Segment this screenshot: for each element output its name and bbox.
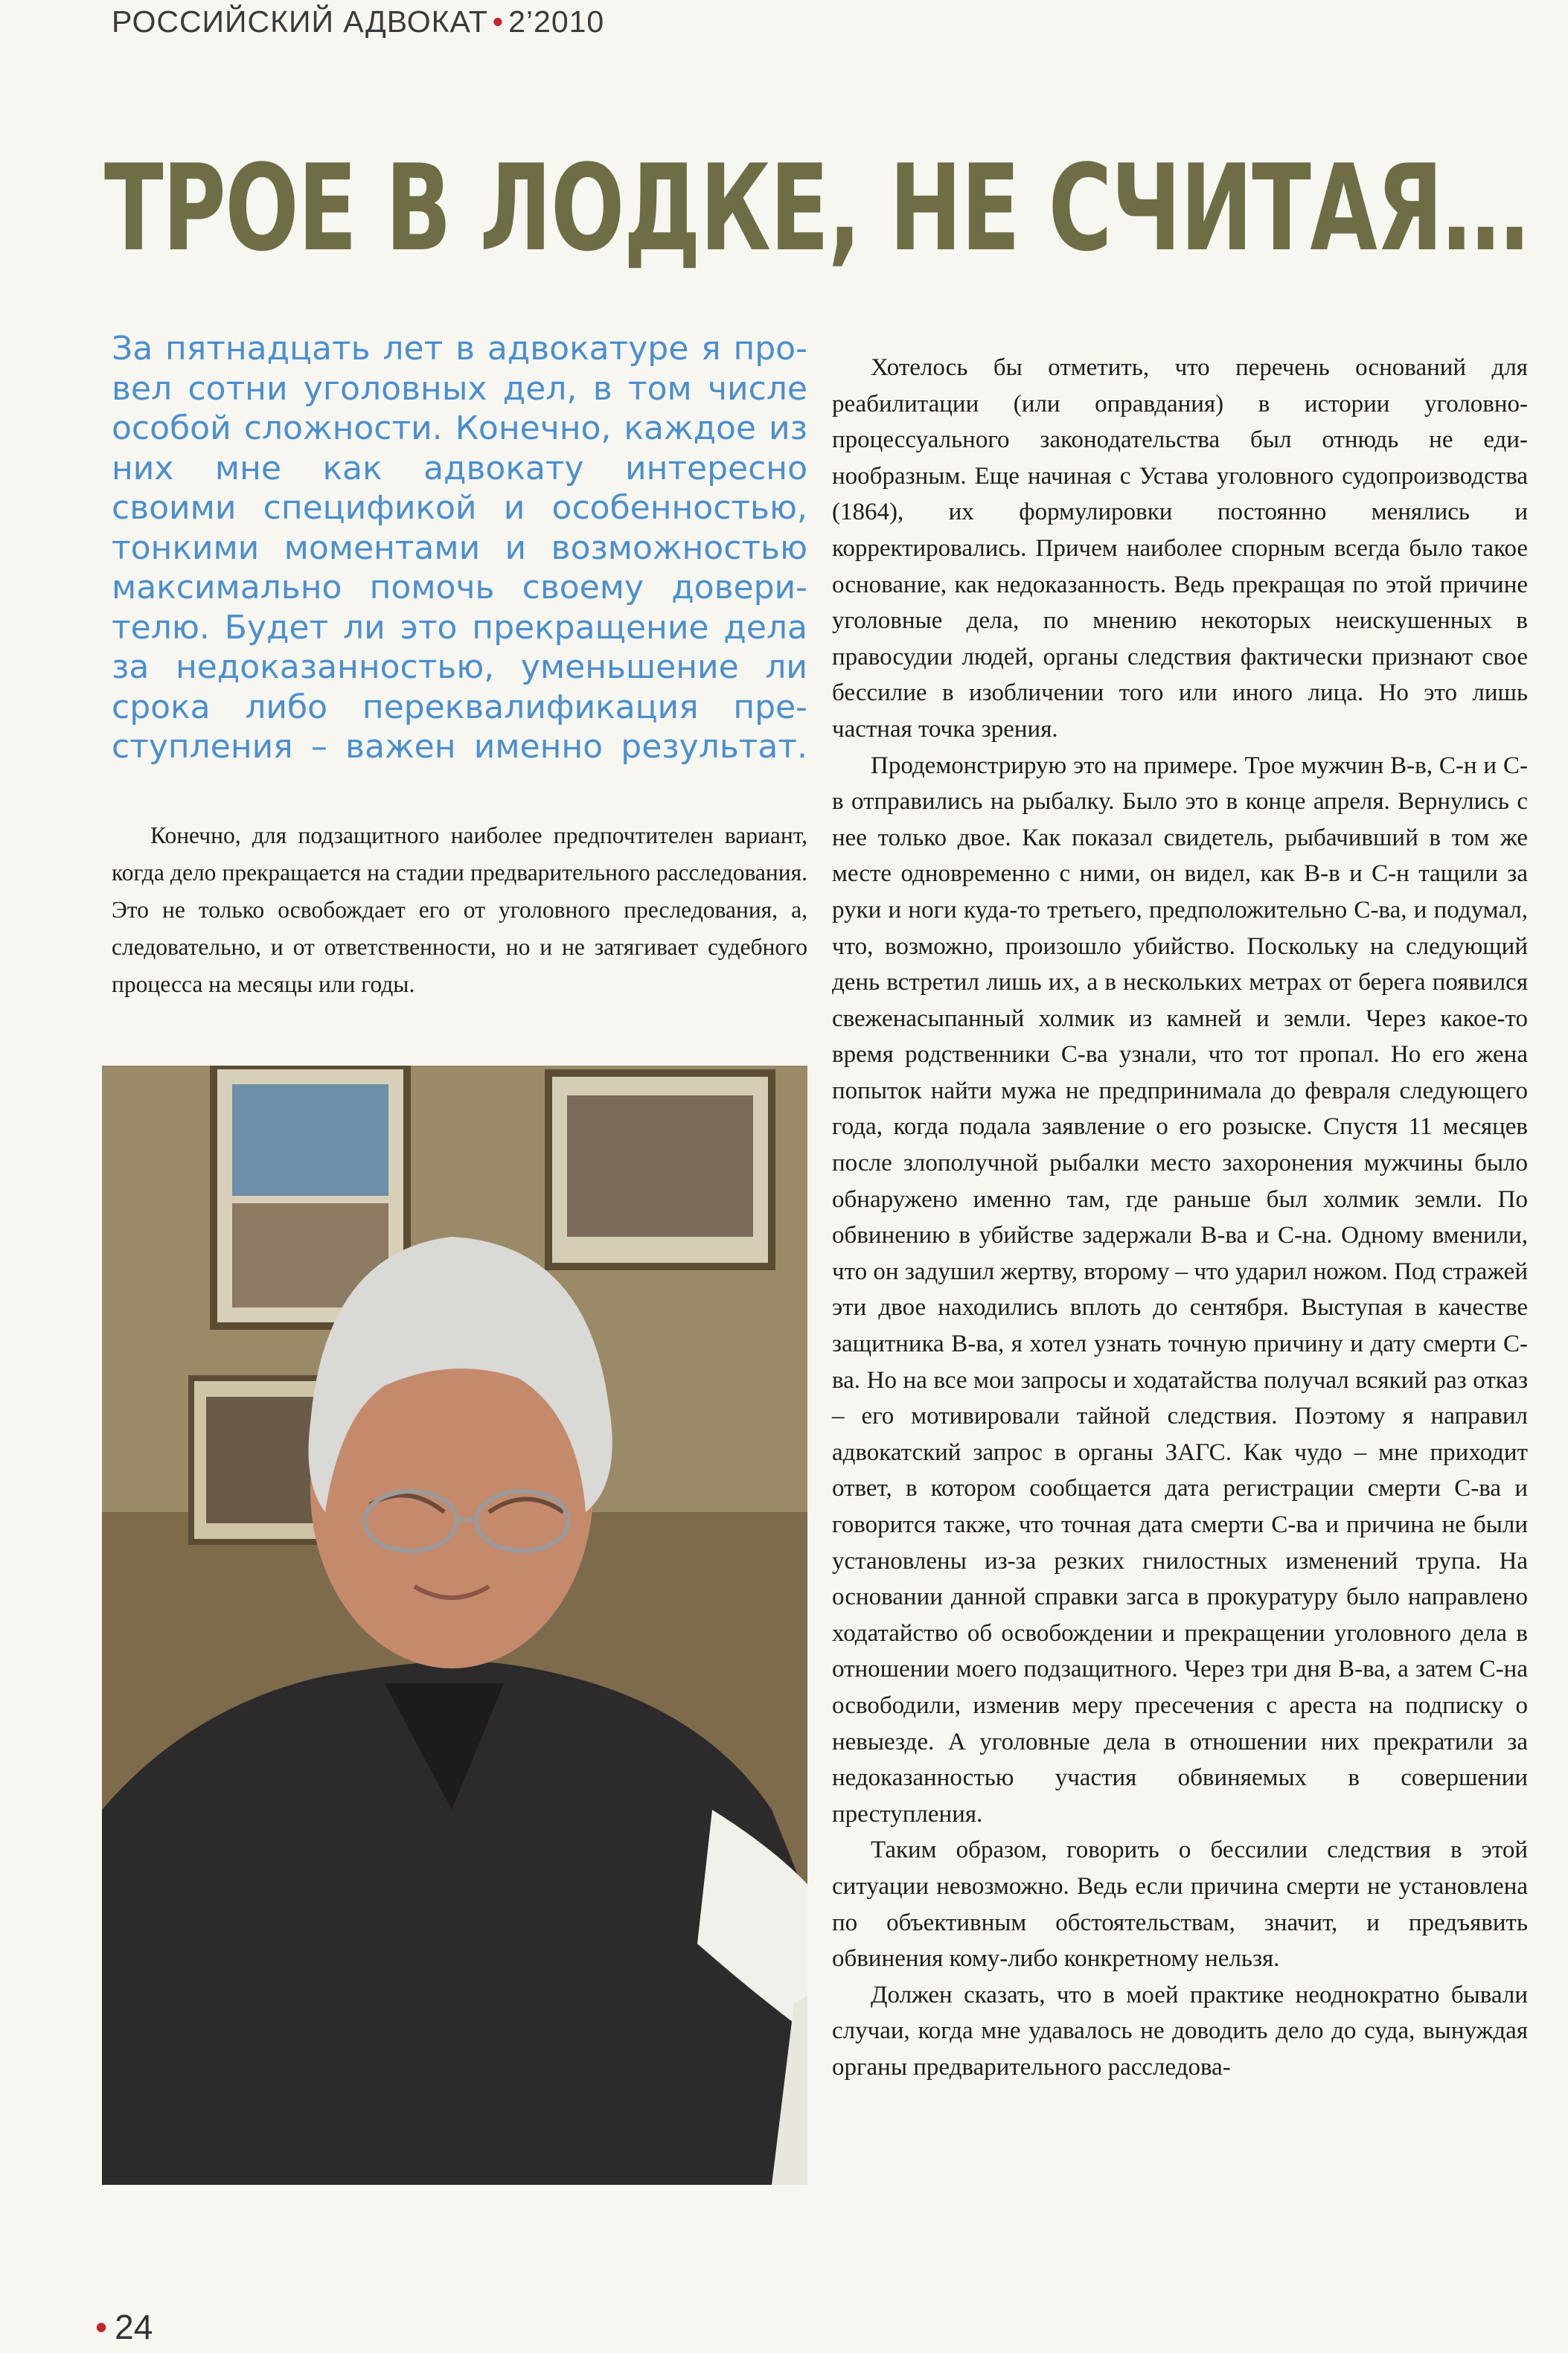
issue-number: 2’2010 (508, 4, 605, 39)
page-folio (95, 2307, 153, 2347)
right-paragraph-2: Продемонстрирую это на примере. Трое мужчин В-в, С-н и С-в отправились на рыбалку. Было это в конце апреля. Вернулись с нее только двое. Как показал свидетель, рыбачивший в том же месте одновременно с ними, он видел, как В-в и С-н тащили за руки и ноги куда-то третьего, предположительно С-ва, и подумал, что, возможно, произошло убийство. Поскольку на следующий день встретил лишь их, а в нескольких метрах от берега появился свеженасыпанный холмик из камней и земли. Через какое-то время родственники С-ва узнали, что тот пропал. Но его жена попыток найти мужа не предпринимала до февраля следующего года, когда подала заявление о его розыске. Спустя 11 месяцев после злополучной рыбалки место захоронения мужчины было обнаружено именно там, где раньше был холмик земли. По обвинению в убийстве задержали В-ва и С-на. Одному вменили, что он задушил жертву, второму – что ударил ножом. Под стражей эти двое находились вплоть до сентября. Выступая в качестве защитника В-ва, я хотел узнать точную причину и дату смерти С-ва. Но на все мои запросы и ходатайства получал всякий раз отказ – его мотивировали тайной следствия. Поэтому я направил адвокатский запрос в органы ЗАГС. Как чудо – мне приходит ответ, в котором сообщается дата регистрации смерти С-ва и говорится также, что точная дата смерти С-ва и причина не были установлены из-за резких гнилостных изменений трупа. На основании данной справки загса в прокуратуру было направлено ходатайство об освобождении и прекращении уголовного дела в отношении моего подзащитного. Через три дня В-ва, а затем С-на освободили, изменив меру пресечения с ареста на подписку о невыезде. А уголовные дела в отношении них прекратили за недоказанностью участия обвиняемых в совершении преступления. (832, 752, 1528, 1828)
page-number: 24 (115, 2308, 153, 2346)
folio-marker: • (95, 2308, 108, 2346)
article-lead: За пятнадцать лет в адвокатуре я провел сотни уголовных дел, в том числе особой сложности. Конечно, каждое из них мне как адвокату интересно своими спецификой и особенностью, тонкими моментами и возможностью максимально помочь своему доверителю. Будет ли это прекращение дела за недоказанностью, уменьшение ли срока либо переквалификация преступления – важен именно результат. (112, 330, 807, 766)
header-separator: • (492, 4, 505, 39)
right-paragraph-4: Должен сказать, что в моей практике неоднократно бывали случаи, когда мне удавалось не доводить дело до суда, вынуждая органы предварительного расследова- (832, 1981, 1528, 2081)
right-column-text (832, 350, 1528, 2086)
author-portrait-image (102, 1066, 807, 2185)
right-paragraph-1: Хотелось бы отметить, что перечень оснований для реабилитации (или оправдания) в истории уголовно-процессуального законодательства был отнюдь не единообразным. Еще начиная с Устава уголовного судопроизводства (1864), их формулировки постоянно менялись и корректировались. Причем наиболее спорным всегда было такое основание, как недоказанность. Ведь прекращая по этой причине уголовные дела, по мнению некоторых неискушенных в правосудии людей, органы следствия фактически признают свое бессилие в изобличении того или иного лица. Но это лишь частная точка зрения. (832, 354, 1528, 743)
author-photo (102, 1066, 807, 2185)
journal-name: РОССИЙСКИЙ АДВОКАТ (112, 4, 488, 39)
running-head (112, 4, 604, 39)
article-title: ТРОЕ В ЛОДКЕ, НЕ СЧИТАЯ… (104, 138, 1529, 278)
left-column-text (112, 817, 807, 1003)
right-paragraph-3: Таким образом, говорить о бессилии следствия в этой ситуации невозможно. Ведь если причина смерти не установлена по объективным обстоятельствам, значит, и предъявить обвинения кому-либо конкретному нельзя. (832, 1837, 1528, 1973)
left-paragraph-1: Конечно, для подзащитного наиболее предпочтителен вариант, когда дело прекращается на стадии предварительного расследования. Это не только освобождает его от уголовного преследования, а, следовательно, и от ответственности, но и не затягивает судебного процесса на месяцы или годы. (112, 822, 807, 997)
